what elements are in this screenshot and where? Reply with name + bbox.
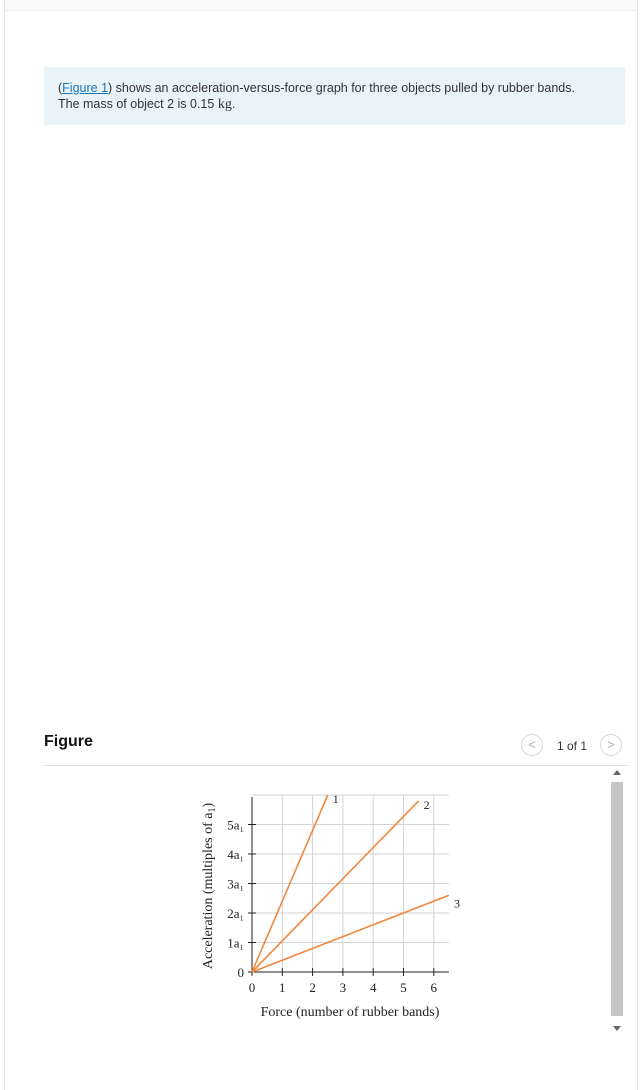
series-line-2 (252, 801, 419, 972)
series-label-1: 1 (332, 792, 339, 806)
y-tick-label: 4a₁ (227, 847, 244, 862)
chevron-left-icon: < (528, 737, 536, 752)
top-strip (5, 0, 637, 11)
y-tick-label: 1a₁ (227, 935, 244, 951)
chart-axes (252, 797, 449, 972)
left-border (4, 0, 5, 1090)
scroll-thumb[interactable] (611, 782, 623, 1016)
figure-pager: 1 of 1 (557, 739, 588, 753)
scroll-down-arrow-icon[interactable] (613, 1026, 621, 1031)
scroll-up-arrow-icon[interactable] (613, 770, 621, 775)
paren-open: ( (58, 81, 63, 95)
previous-figure-button[interactable] (521, 734, 543, 756)
x-tick-label: 6 (430, 980, 438, 995)
series-label-3: 3 (453, 896, 460, 911)
series-line-3 (252, 895, 449, 972)
x-tick-label: 5 (400, 980, 407, 995)
y-tick-label: 3a₁ (227, 876, 244, 892)
chart-ticks (227, 818, 437, 996)
x-tick-label: 2 (309, 980, 316, 995)
figure-title: Figure (44, 733, 93, 750)
chart-grid (252, 795, 449, 972)
period: . (231, 97, 236, 111)
figure-divider (44, 765, 628, 766)
problem-text-line2: The mass of object 2 is 0.15 (58, 97, 218, 111)
problem-text-line1: ) shows an acceleration-versus-force graph for three objects pulled by rubber bands. (108, 81, 575, 95)
right-border (637, 0, 638, 1090)
next-figure-button[interactable] (600, 734, 622, 756)
acceleration-force-chart (190, 780, 470, 1030)
series-label-2: 2 (423, 797, 430, 812)
y-tick-label: 0 (237, 965, 244, 980)
x-tick-label: 0 (248, 980, 256, 995)
y-tick-label: 2a₁ (227, 906, 244, 921)
y-tick-label: 5a₁ (227, 817, 244, 833)
mass-unit: kg (217, 97, 232, 112)
y-axis-label: Acceleration (multiples of $a_1$) (201, 802, 218, 970)
x-tick-label: 4 (369, 980, 377, 995)
chevron-right-icon: > (607, 737, 615, 752)
x-tick-label: 3 (339, 980, 347, 995)
x-axis-label: Force (number of rubber bands) (260, 1005, 440, 1020)
chart-labels (333, 792, 460, 910)
problem-statement (44, 67, 625, 125)
figure-link[interactable]: Figure 1 (62, 81, 109, 95)
figure-scrollbar[interactable] (610, 770, 624, 1036)
x-tick-label: 1 (279, 980, 286, 995)
